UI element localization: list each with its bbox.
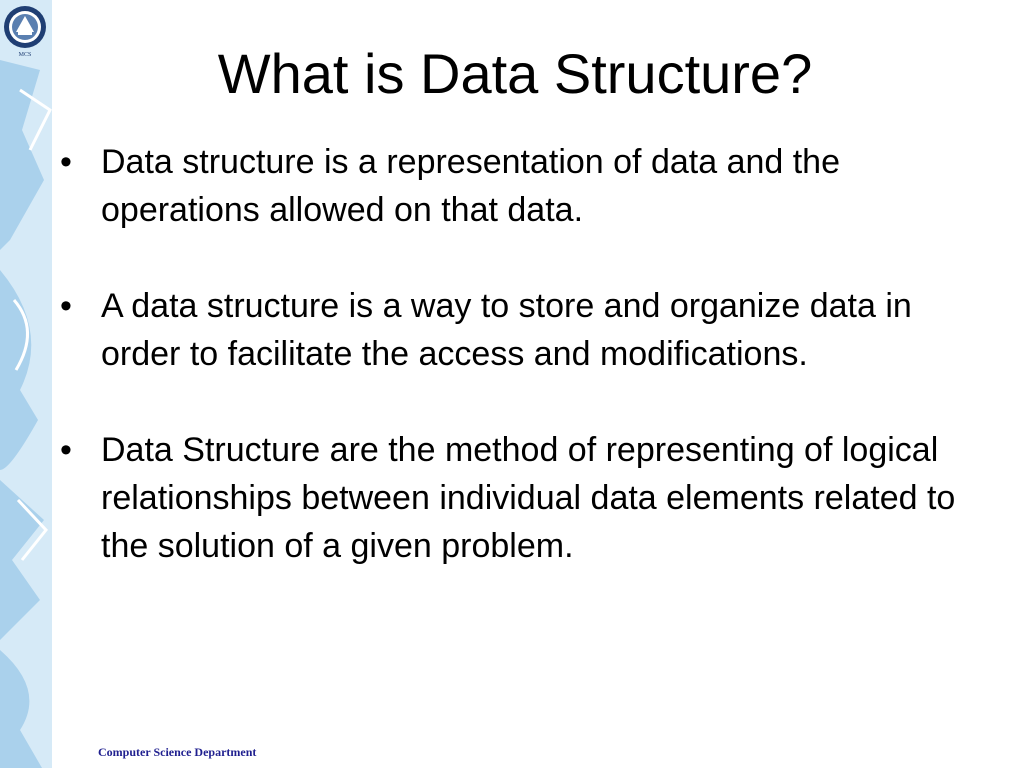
bullet-item <box>60 138 980 234</box>
slide-title: What is Data Structure? <box>217 42 813 105</box>
bullet-dot: • <box>60 143 72 181</box>
side-decoration <box>0 0 60 768</box>
footer-department: Computer Science Department <box>98 745 257 759</box>
bullet-dot: • <box>60 431 72 469</box>
bullet-item <box>60 282 980 378</box>
university-seal-icon <box>2 2 48 64</box>
bullet-text: Data structure is a representation of data and the operations allowed on that data. <box>101 143 841 229</box>
bullet-dot: • <box>60 287 72 325</box>
bullet-item <box>60 426 980 570</box>
bullet-text: Data Structure are the method of representing of logical relationships between individual data elements related to the solution of a given problem. <box>101 431 956 565</box>
bullet-list <box>60 138 980 618</box>
bullet-text: A data structure is a way to store and organize data in order to facilitate the access and modifications. <box>101 287 912 373</box>
logo-text: MCS <box>18 52 32 58</box>
